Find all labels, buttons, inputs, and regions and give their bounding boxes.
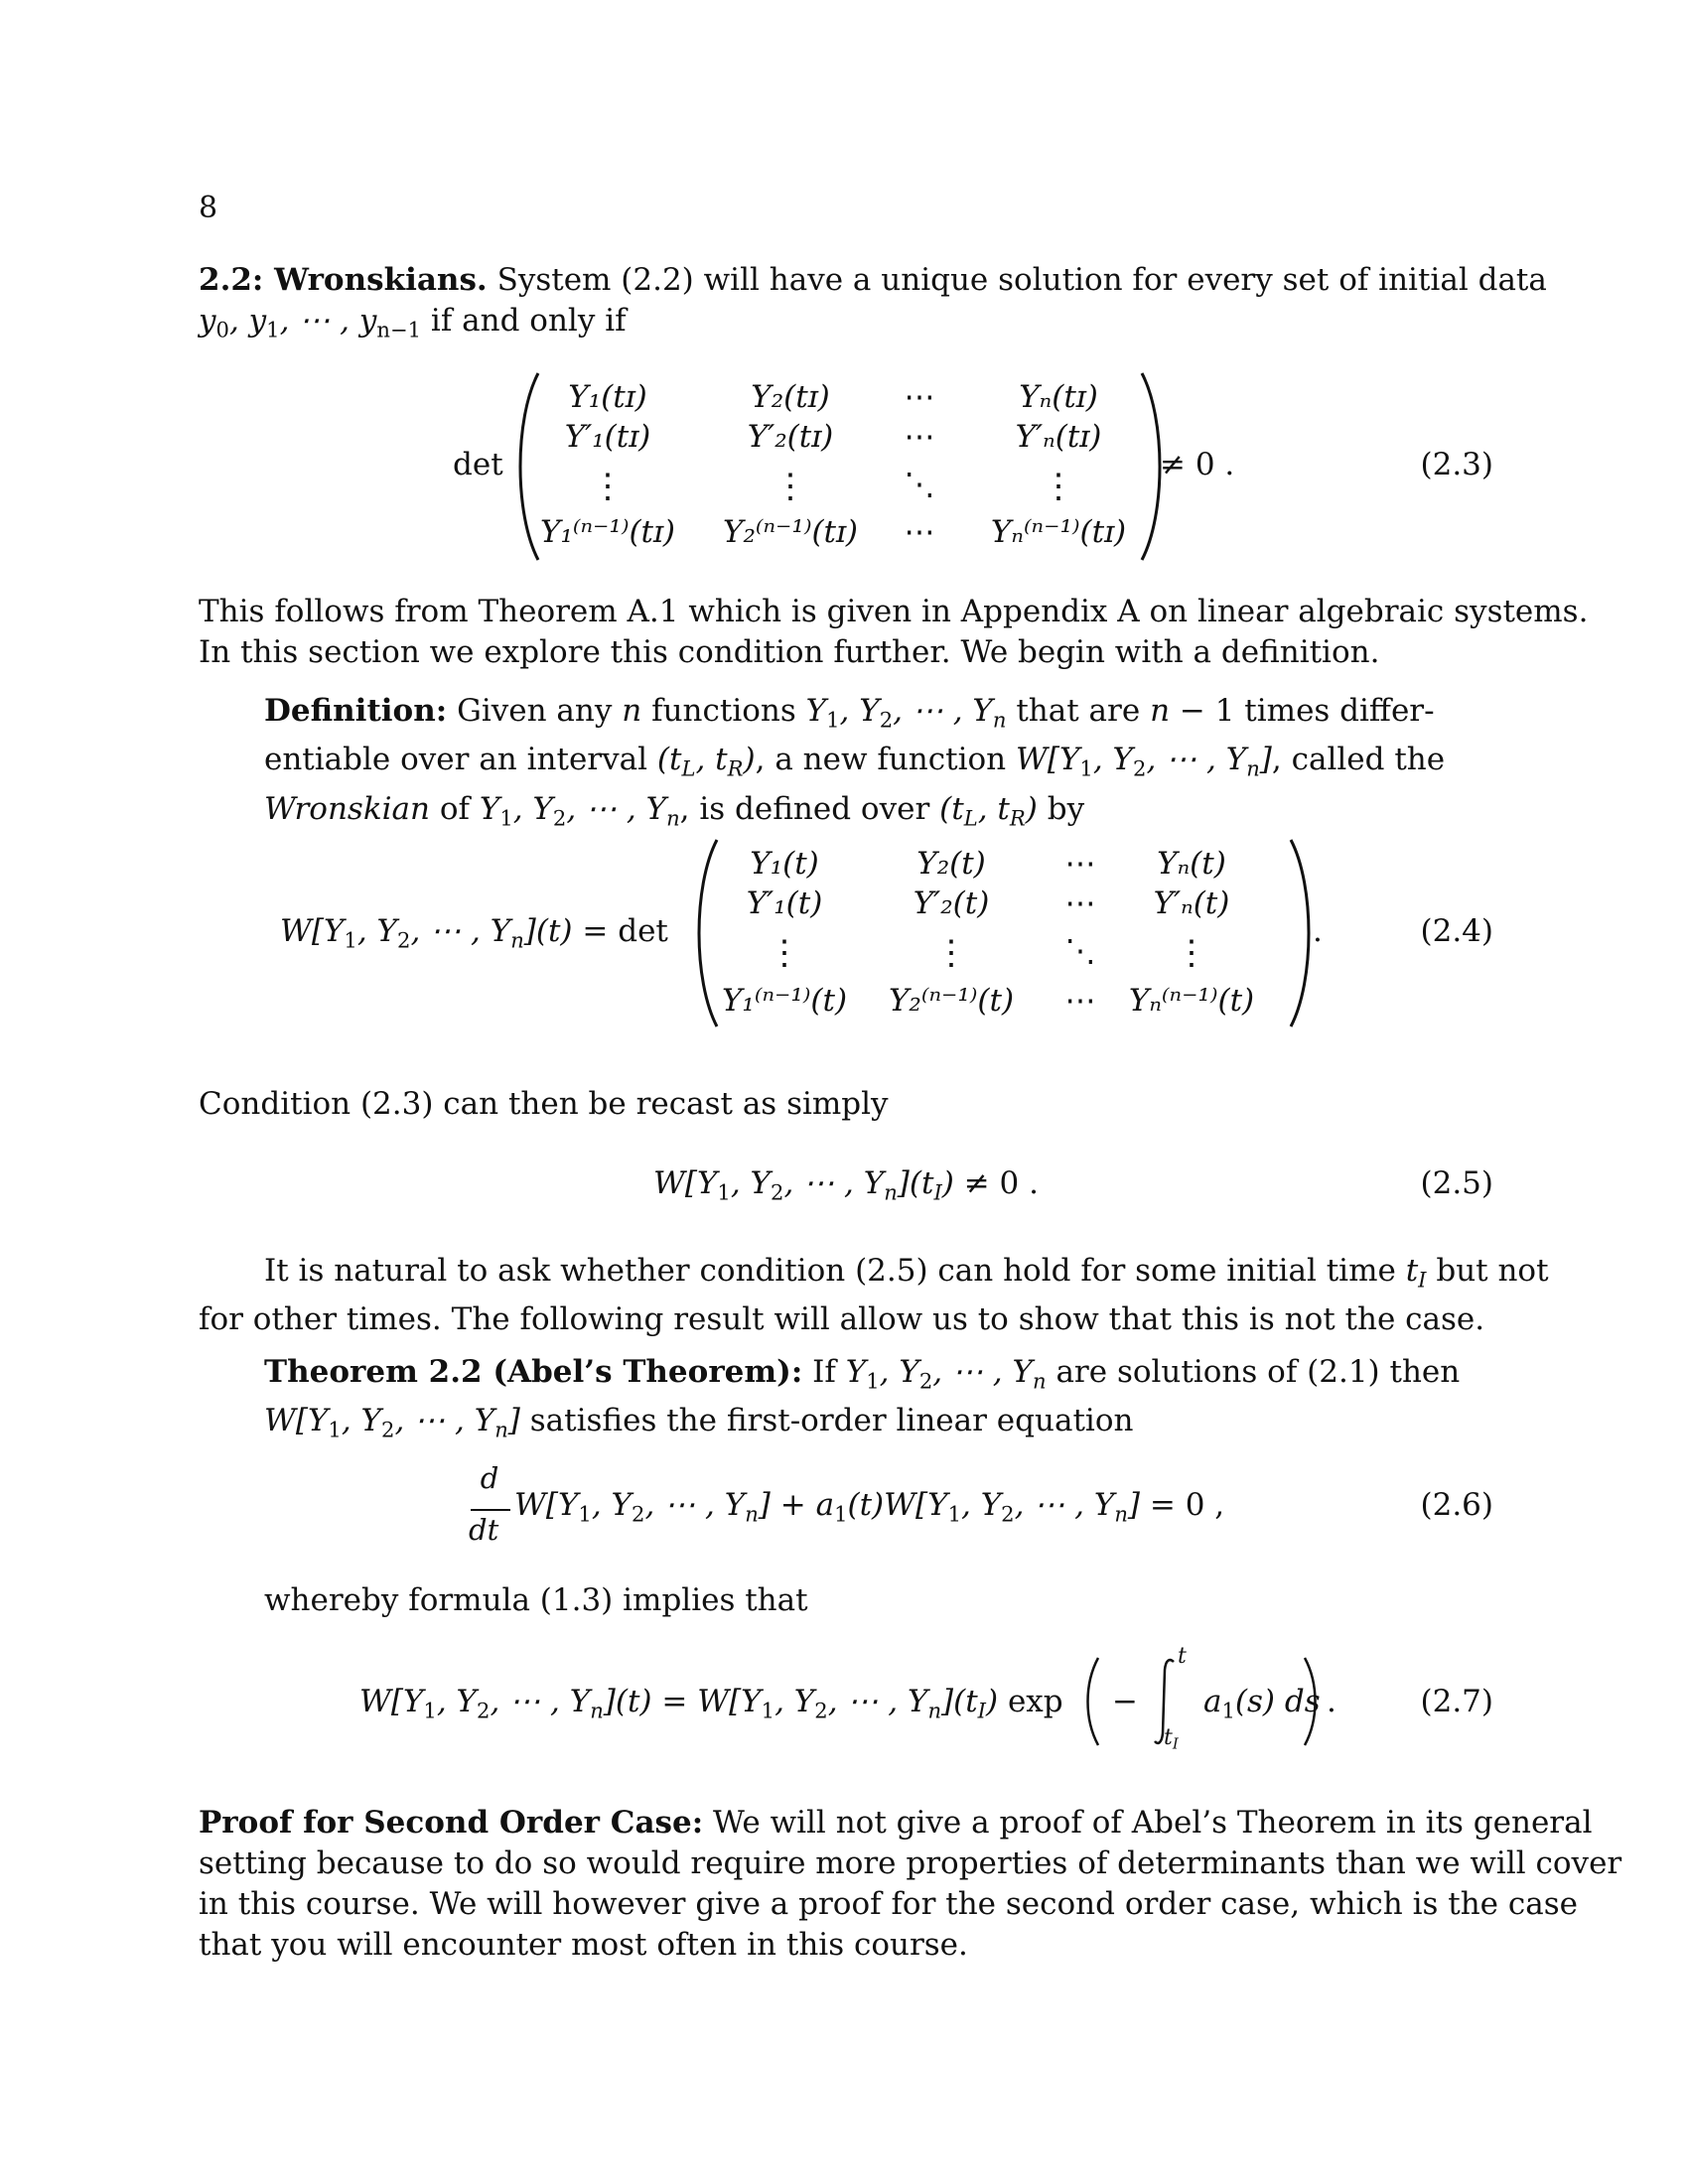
- text: but not: [1436, 1253, 1549, 1289]
- matrix-cell: ⋯: [1064, 846, 1096, 882]
- matrix-cell: Y′₁(t): [746, 886, 823, 921]
- matrix-cell: Y₁⁽ⁿ⁻¹⁾(t): [721, 983, 848, 1019]
- line: in this course. We will however give a proof for the second order case, which is the case: [199, 1886, 1578, 1922]
- matrix-cell: Y′ₙ(tɪ): [1015, 419, 1102, 455]
- matrix-cell: ⋮: [1175, 933, 1208, 973]
- line: for other times. The following result will allow us to show that this is not the case.: [199, 1301, 1485, 1338]
- text: entiable over an interval: [264, 742, 648, 778]
- math-wronskian: $W[Y_1$, $Y_2$, ⋯ , $Y_n$]: [1016, 742, 1272, 781]
- equation-number: (2.3): [1420, 447, 1493, 482]
- equation-number: (2.5): [1420, 1165, 1493, 1201]
- text: If: [812, 1354, 836, 1390]
- text: are solutions of (2.1) then: [1055, 1354, 1461, 1390]
- matrix-cell: Yₙ⁽ⁿ⁻¹⁾(t): [1128, 983, 1255, 1019]
- intro-line-1: System (2.2) will have a unique solution for every set of initial data: [496, 262, 1547, 298]
- matrix-cell: Y₂⁽ⁿ⁻¹⁾(t): [888, 983, 1015, 1019]
- matrix-cell: Y₁(tɪ): [568, 379, 647, 415]
- matrix-cell: Yₙ(t): [1157, 846, 1226, 882]
- page-number: 8: [199, 191, 218, 225]
- paragraph-theorem-a1: [199, 592, 1589, 673]
- initial-data-vars: $y_0$, $y_1$, ⋯ , $y_{n-1}$: [199, 303, 422, 342]
- math-ylist: $Y_1$, $Y_2$, ⋯ , $Y_n$: [805, 693, 1007, 733]
- math-wronskian: $W[Y_1$, $Y_2$, ⋯ , $Y_n$]: [264, 1403, 520, 1442]
- matrix-cell: ⋯: [904, 514, 935, 550]
- paragraph-recast: [199, 1084, 1493, 1125]
- text: functions: [651, 693, 796, 729]
- text: by: [1047, 790, 1085, 827]
- theorem-block: [264, 1352, 1461, 1450]
- minus-sign: −: [1112, 1684, 1138, 1719]
- text: Given any: [457, 693, 613, 729]
- matrix-cell: ⋯: [904, 419, 935, 455]
- integral-lower-limit: $t_I$: [1164, 1725, 1179, 1753]
- matrix-cell: ⋯: [1064, 886, 1096, 921]
- definition-block: [264, 691, 1446, 838]
- line: Condition (2.3) can then be recast as simply: [199, 1086, 889, 1122]
- text: satisfies the first-order linear equation: [529, 1403, 1134, 1439]
- math-interval: ($t_L$, $t_R$): [656, 742, 756, 781]
- matrix-cell: ⋱: [1064, 933, 1096, 969]
- line: that you will encounter most often in this course.: [199, 1927, 968, 1963]
- neq-zero: ≠ 0 .: [1160, 447, 1235, 482]
- text: that are: [1016, 693, 1141, 729]
- text: − 1 times differ-: [1179, 693, 1435, 729]
- matrix-cell: Y₂⁽ⁿ⁻¹⁾(tɪ): [722, 514, 859, 550]
- line: setting because to do so would require more properties of determinants than we will cover: [199, 1845, 1622, 1881]
- abel-equation: $W[Y_1$, $Y_2$, ⋯ , $Y_n] + a_1(t)W[Y_1$, $Y_2$, ⋯ , $Y_n] = 0$ ,: [514, 1487, 1225, 1527]
- equation-number: (2.4): [1420, 913, 1493, 949]
- matrix-cell: Y₁(t): [750, 846, 819, 882]
- matrix-cell: Y′ₙ(t): [1153, 886, 1230, 921]
- matrix-cell: ⋯: [1064, 983, 1096, 1019]
- matrix-cell: ⋯: [904, 379, 935, 415]
- left-paren: [1080, 1654, 1104, 1749]
- period: .: [1327, 1684, 1336, 1719]
- fraction-bar: [471, 1509, 510, 1511]
- equation-number: (2.7): [1420, 1684, 1493, 1719]
- math-n: n: [1150, 693, 1171, 729]
- proof-label: Proof for Second Order Case:: [199, 1805, 704, 1841]
- proof-block: [199, 1803, 1622, 1966]
- matrix-cell: Yₙ⁽ⁿ⁻¹⁾(tɪ): [990, 514, 1127, 550]
- matrix-cell: ⋱: [904, 467, 935, 502]
- text: , is defined over: [679, 790, 930, 827]
- det-label: det: [453, 447, 503, 482]
- integral-upper-limit: t: [1178, 1644, 1187, 1669]
- frac-numerator: d: [480, 1461, 499, 1495]
- frac-denominator: dt: [469, 1513, 499, 1547]
- matrix-cell: ⋮: [774, 467, 807, 506]
- text: , called the: [1271, 742, 1446, 778]
- integrand: $a_1(s)$ ds: [1203, 1684, 1321, 1723]
- text: We will not give a proof of Abel’s Theorem in its general: [713, 1805, 1593, 1841]
- matrix-cell: Y′₂(t): [913, 886, 990, 921]
- matrix-cell: ⋮: [768, 933, 801, 973]
- intro-line-2: if and only if: [430, 303, 627, 339]
- equation-number: (2.6): [1420, 1487, 1493, 1523]
- section-intro: [199, 260, 1547, 349]
- matrix-cell: Y′₂(tɪ): [747, 419, 834, 455]
- matrix-cell: Y₁⁽ⁿ⁻¹⁾(tɪ): [539, 514, 676, 550]
- text: It is natural to ask whether condition (2.5) can hold for some initial time: [264, 1253, 1396, 1289]
- theorem-label: Theorem 2.2 (Abel’s Theorem):: [264, 1354, 803, 1390]
- matrix-cell: Y₂(t): [916, 846, 986, 882]
- paragraph-natural: [199, 1251, 1549, 1340]
- text: of: [439, 790, 470, 827]
- matrix-cell: ⋮: [1042, 467, 1075, 506]
- paragraph-whereby: [264, 1580, 1428, 1621]
- right-paren: [1299, 1654, 1323, 1749]
- wronskian-term: Wronskian: [264, 790, 430, 827]
- math-interval: ($t_L$, $t_R$): [939, 790, 1038, 830]
- math-tI: $t_I$: [1405, 1253, 1427, 1293]
- matrix-cell: ⋮: [934, 933, 968, 973]
- wronskian-nonzero: $W[Y_1$, $Y_2$, ⋯ , $Y_n](t_I) \ne 0$ .: [653, 1165, 1039, 1205]
- line: whereby formula (1.3) implies that: [264, 1582, 808, 1618]
- matrix-cell: ⋮: [591, 467, 625, 506]
- section-heading: 2.2: Wronskians.: [199, 262, 488, 298]
- matrix-cell: Y′₁(tɪ): [564, 419, 651, 455]
- matrix-cell: Y₂(tɪ): [751, 379, 830, 415]
- definition-label: Definition:: [264, 693, 448, 729]
- line: In this section we explore this condition further. We begin with a definition.: [199, 634, 1380, 670]
- abel-solution-lhs: $W[Y_1$, $Y_2$, ⋯ , $Y_n](t) = W[Y_1$, $Y_2$, ⋯ , $Y_n](t_I)$ exp: [359, 1684, 1063, 1723]
- wronskian-lhs: $W[Y_1$, $Y_2$, ⋯ , $Y_n](t) = \det$: [280, 913, 668, 953]
- period: .: [1313, 913, 1323, 949]
- math-ylist: $Y_1$, $Y_2$, ⋯ , $Y_n$: [479, 790, 680, 830]
- math-ylist: $Y_1$, $Y_2$, ⋯ , $Y_n$: [845, 1354, 1047, 1394]
- line: This follows from Theorem A.1 which is given in Appendix A on linear algebraic systems.: [199, 594, 1589, 629]
- math-n: n: [622, 693, 642, 729]
- matrix-cell: Yₙ(tɪ): [1019, 379, 1098, 415]
- text: , a new function: [755, 742, 1007, 778]
